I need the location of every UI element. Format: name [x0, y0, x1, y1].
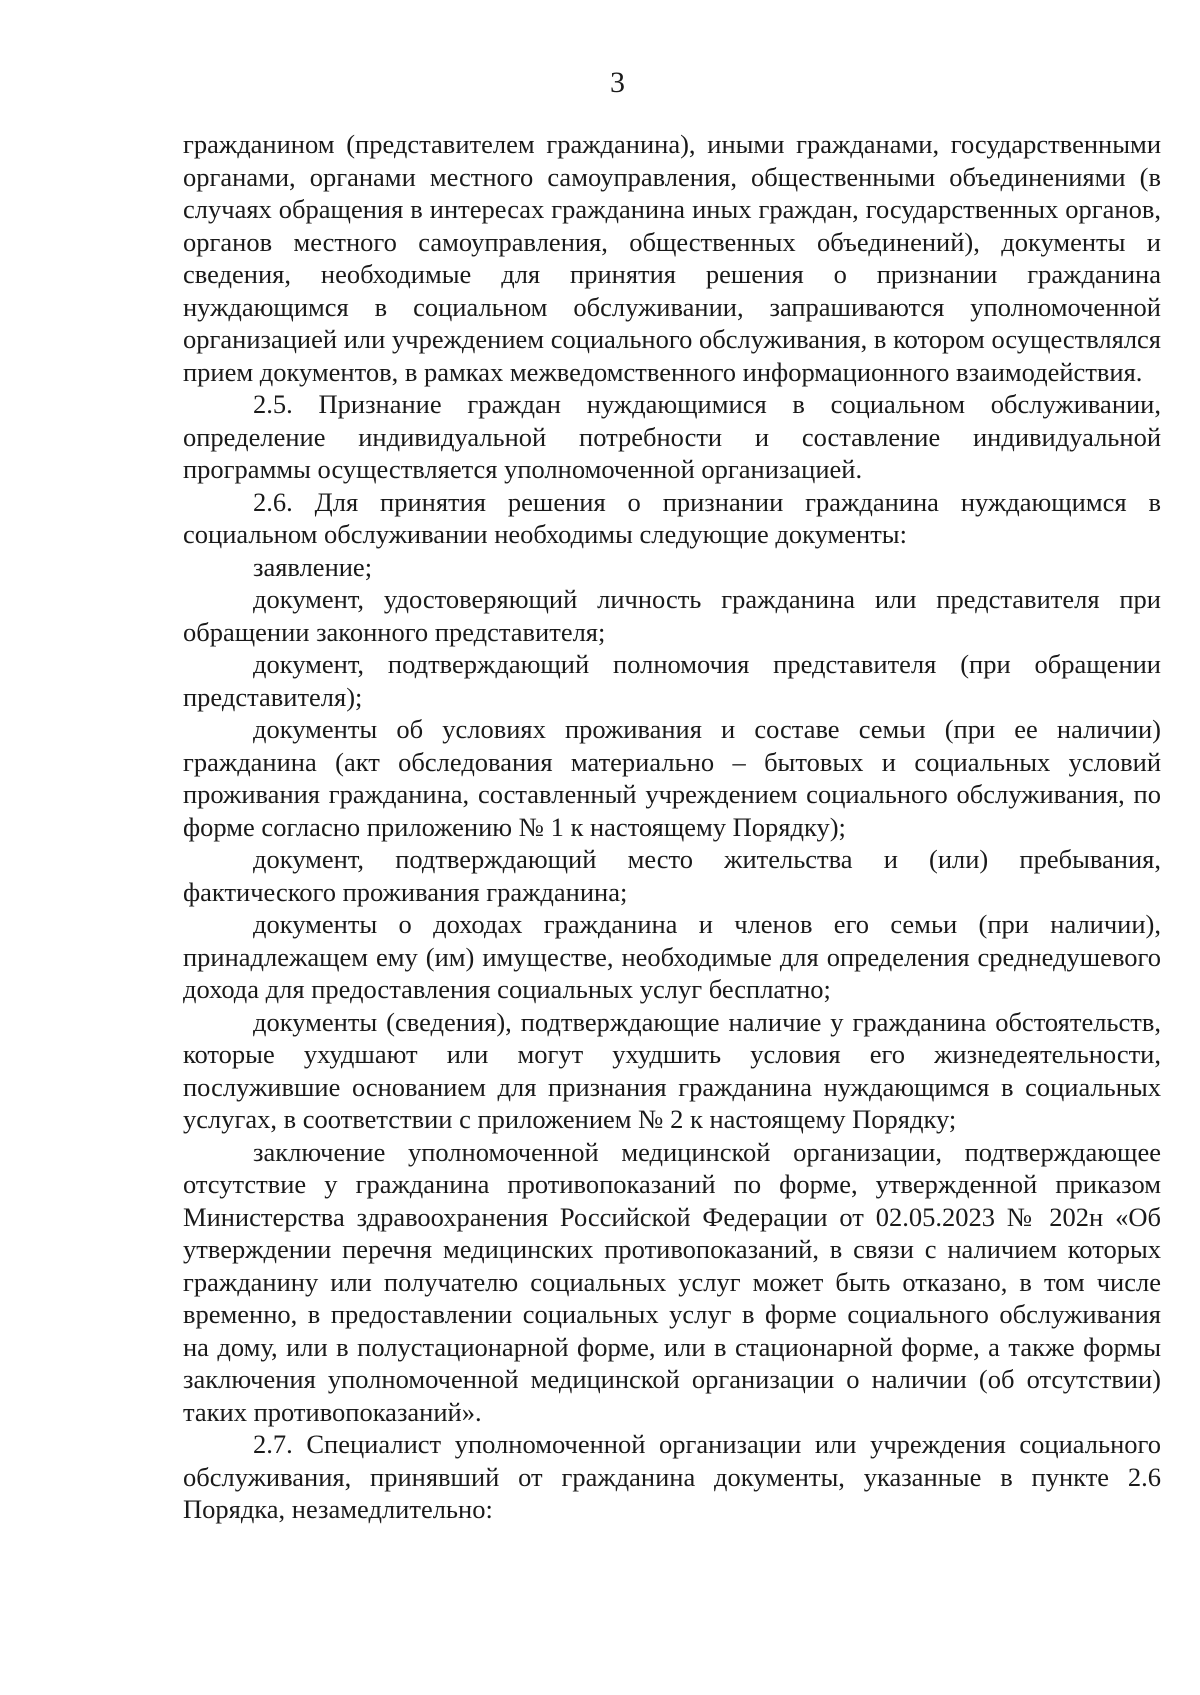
paragraph-2-5: 2.5. Признание граждан нуждающимися в социальном обслуживании, определение индивидуальной потребности и составление индивидуальной программы осуществляется уполномоченной организацией.: [183, 389, 1161, 484]
list-item-living-conditions: документы об условиях проживания и составе семьи (при ее наличии) гражданина (акт обследования материально – бытовых и социальных условий проживания гражданина, составленный учреждением социального обслуживания, по форме согласно приложению № 1 к настоящему Порядку);: [183, 714, 1161, 842]
list-item-authority-document: документ, подтверждающий полномочия представителя (при обращении представителя);: [183, 649, 1161, 712]
list-item-application: заявление;: [253, 551, 373, 582]
list-item-residence-document: документ, подтверждающий место жительства и (или) пребывания, фактического проживания гражданина;: [183, 844, 1161, 907]
paragraph-2-7: 2.7. Специалист уполномоченной организации или учреждения социального обслуживания, принявший от гражданина документы, указанные в пункте 2.6 Порядка, незамедлительно:: [183, 1429, 1161, 1524]
list-item-medical-conclusion: заключение уполномоченной медицинской организации, подтверждающее отсутствие у гражданина противопоказаний по форме, утвержденной приказом Министерства здравоохранения Российской Федерации от 02.05.2023 № 202н «Об утверждении перечня медицинских противопоказаний, в связи с наличием которых гражданину или получателю социальных услуг может быть отказано, в том числе временно, в предоставлении социальных услуг в форме социального обслуживания на дому, или в полустационарной форме, или в стационарной форме, а также формы заключения уполномоченной медицинской организации о наличии (об отсутствии) таких противопоказаний».: [183, 1136, 1161, 1427]
paragraph-2-6: 2.6. Для принятия решения о признании гражданина нуждающимся в социальном обслуживании необходимы следующие документы:: [183, 486, 1161, 549]
paragraph-continuation: гражданином (представителем гражданина), иными гражданами, государственными органами, органами местного самоуправления, общественными объединениями (в случаях обращения в интересах гражданина иных граждан, государственных органов, органов местного самоуправления, общественных объединений), документы и сведения, необходимые для принятия решения о признании гражданина нуждающимся в социальном обслуживании, запрашиваются уполномоченной организацией или учреждением социального обслуживания, в котором осуществлялся прием документов, в рамках межведомственного информационного взаимодействия.: [183, 129, 1161, 387]
list-item-identity-document: документ, удостоверяющий личность гражданина или представителя при обращении законного представителя;: [183, 584, 1161, 647]
document-body: [183, 128, 1161, 1526]
page-number: 3: [610, 66, 625, 99]
list-item-circumstances-documents: документы (сведения), подтверждающие наличие у гражданина обстоятельств, которые ухудшают или могут ухудшить условия его жизнедеятельности, послужившие основанием для признания гражданина нуждающимся в социальных услугах, в соответствии с приложением № 2 к настоящему Порядку;: [183, 1006, 1161, 1134]
list-item-income-documents: документы о доходах гражданина и членов его семьи (при наличии), принадлежащем ему (им) имуществе, необходимые для определения среднедушевого дохода для предоставления социальных услуг бесплатно;: [183, 909, 1161, 1004]
